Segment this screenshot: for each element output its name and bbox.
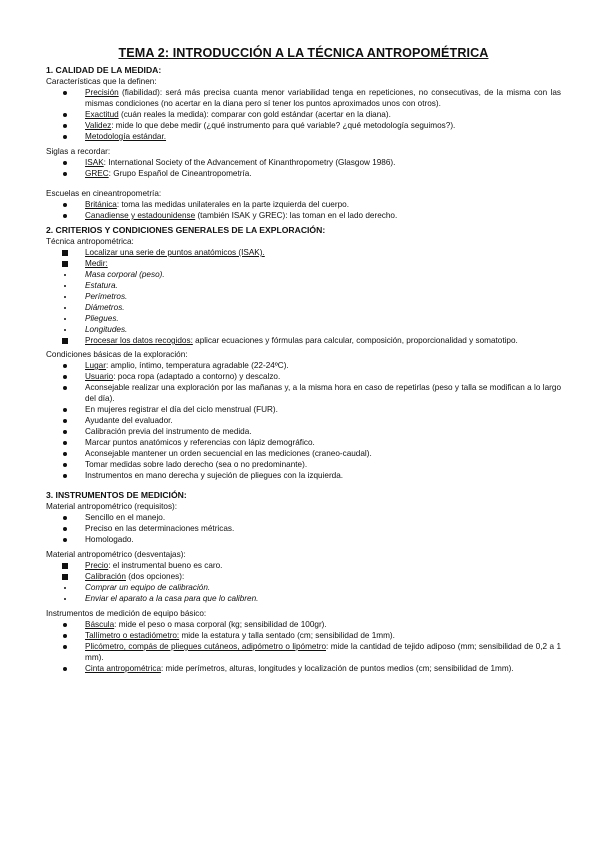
list-item: Cinta antropométrica: mide perímetros, alturas, longitudes y localización de puntos medios (cm; sensibilidad de 1mm). <box>46 663 561 674</box>
list-item: GREC: Grupo Español de Cineantropometría. <box>46 168 561 179</box>
sub-list-item: Comprar un equipo de calibración. <box>46 582 561 593</box>
list-item: Báscula: mide el peso o masa corporal (kg; sensibilidad de 100gr). <box>46 619 561 630</box>
list-item: Medir: <box>46 258 561 269</box>
list-item: Británica: toma las medidas unilaterales en la parte izquierda del cuerpo. <box>46 199 561 210</box>
desventajas-label: Material antropométrico (desventajas): <box>46 550 186 559</box>
list-item: Aconsejable mantener un orden secuencial en las mediciones (craneo-caudal). <box>46 448 561 459</box>
list-item: Marcar puntos anatómicos y referencias con lápiz demográfico. <box>46 437 561 448</box>
list-item: Localizar una serie de puntos anatómicos (ISAK). <box>46 247 561 258</box>
list-item: Calibración previa del instrumento de medida. <box>46 426 561 437</box>
list-item: Exactitud (cuán reales la medida): comparar con gold estándar (acertar en la diana). <box>46 109 561 120</box>
tecnica-label: Técnica antropométrica: <box>46 237 134 246</box>
list-item: Precisión (fiabilidad): será más precisa cuanta menor variabilidad tenga en repeticiones, no consecutivas, de la misma con las mismas condiciones (no acertar en la diana pero sí tener los puntos aproximados unos con otros). <box>46 87 561 109</box>
list-item: Procesar los datos recogidos: aplicar ecuaciones y fórmulas para calcular, composición, proporcionalidad y somatotipo. <box>46 335 561 346</box>
sub-list-item: Estatura. <box>46 280 561 291</box>
escuelas-label: Escuelas en cineantropometría: <box>46 189 162 198</box>
section-1-heading: 1. CALIDAD DE LA MEDIDA: <box>46 65 162 75</box>
section-2-heading: 2. CRITERIOS Y CONDICIONES GENERALES DE LA EXPLORACIÓN: <box>46 225 326 235</box>
list-item: Usuario: poca ropa (adaptado a contorno) y descalzo. <box>46 371 561 382</box>
page-title: TEMA 2: INTRODUCCIÓN A LA TÉCNICA ANTROPOMÉTRICA <box>118 46 489 60</box>
sub-list-item: Pliegues. <box>46 313 561 324</box>
list-item: Instrumentos en mano derecha y sujeción de pliegues con la izquierda. <box>46 470 561 481</box>
list-item: Ayudante del evaluador. <box>46 415 561 426</box>
list-item: Homologado. <box>46 534 561 545</box>
section-3-heading: 3. INSTRUMENTOS DE MEDICIÓN: <box>46 490 187 500</box>
quality-list <box>46 87 561 142</box>
requisitos-label: Material antropométrico (requisitos): <box>46 502 178 511</box>
list-item: Tallímetro o estadiómetro: mide la estatura y talla sentado (cm; sensibilidad de 1mm). <box>46 630 561 641</box>
sub-list-item: Masa corporal (peso). <box>46 269 561 280</box>
condiciones-label: Condiciones básicas de la exploración: <box>46 350 188 359</box>
sub-list-item: Diámetros. <box>46 302 561 313</box>
list-item: Precio: el instrumental bueno es caro. <box>46 560 561 571</box>
list-item: ISAK: International Society of the Advancement of Kinanthropometry (Glasgow 1986). <box>46 157 561 168</box>
requisitos-list <box>46 512 561 545</box>
siglas-list <box>46 157 561 179</box>
section-1-label: Características que la definen: <box>46 77 157 86</box>
list-item: Calibración (dos opciones): <box>46 571 561 582</box>
sub-list-item: Perímetros. <box>46 291 561 302</box>
sub-list-item: Longitudes. <box>46 324 561 335</box>
list-item: Validez: mide lo que debe medir (¿qué instrumento para qué variable? ¿qué metodología seguimos?). <box>46 120 561 131</box>
sub-list-item: Enviar el aparato a la casa para que lo calibren. <box>46 593 561 604</box>
list-item: Lugar: amplio, íntimo, temperatura agradable (22-24ºC). <box>46 360 561 371</box>
list-item: Sencillo en el manejo. <box>46 512 561 523</box>
siglas-label: Siglas a recordar: <box>46 147 111 156</box>
escuelas-list <box>46 199 561 221</box>
equipo-list <box>46 619 561 674</box>
equipo-label: Instrumentos de medición de equipo básico: <box>46 609 207 618</box>
list-item: Preciso en las determinaciones métricas. <box>46 523 561 534</box>
tecnica-list <box>46 247 561 346</box>
list-item: En mujeres registrar el día del ciclo menstrual (FUR). <box>46 404 561 415</box>
list-item: Canadiense y estadounidense (también ISAK y GREC): las toman en el lado derecho. <box>46 210 561 221</box>
desventajas-list <box>46 560 561 604</box>
list-item: Plicómetro, compás de pliegues cutáneos, adipómetro o lipómetro: mide la cantidad de tejido adiposo (mm; sensibilidad de 0,2 a 1 mm). <box>46 641 561 663</box>
condiciones-list <box>46 360 561 481</box>
list-item: Metodología estándar. <box>46 131 561 142</box>
list-item: Tomar medidas sobre lado derecho (sea o no predominante). <box>46 459 561 470</box>
list-item: Aconsejable realizar una exploración por las mañanas y, a la misma hora en caso de repetirlas (peso y talla se modifican a lo largo del día). <box>46 382 561 404</box>
